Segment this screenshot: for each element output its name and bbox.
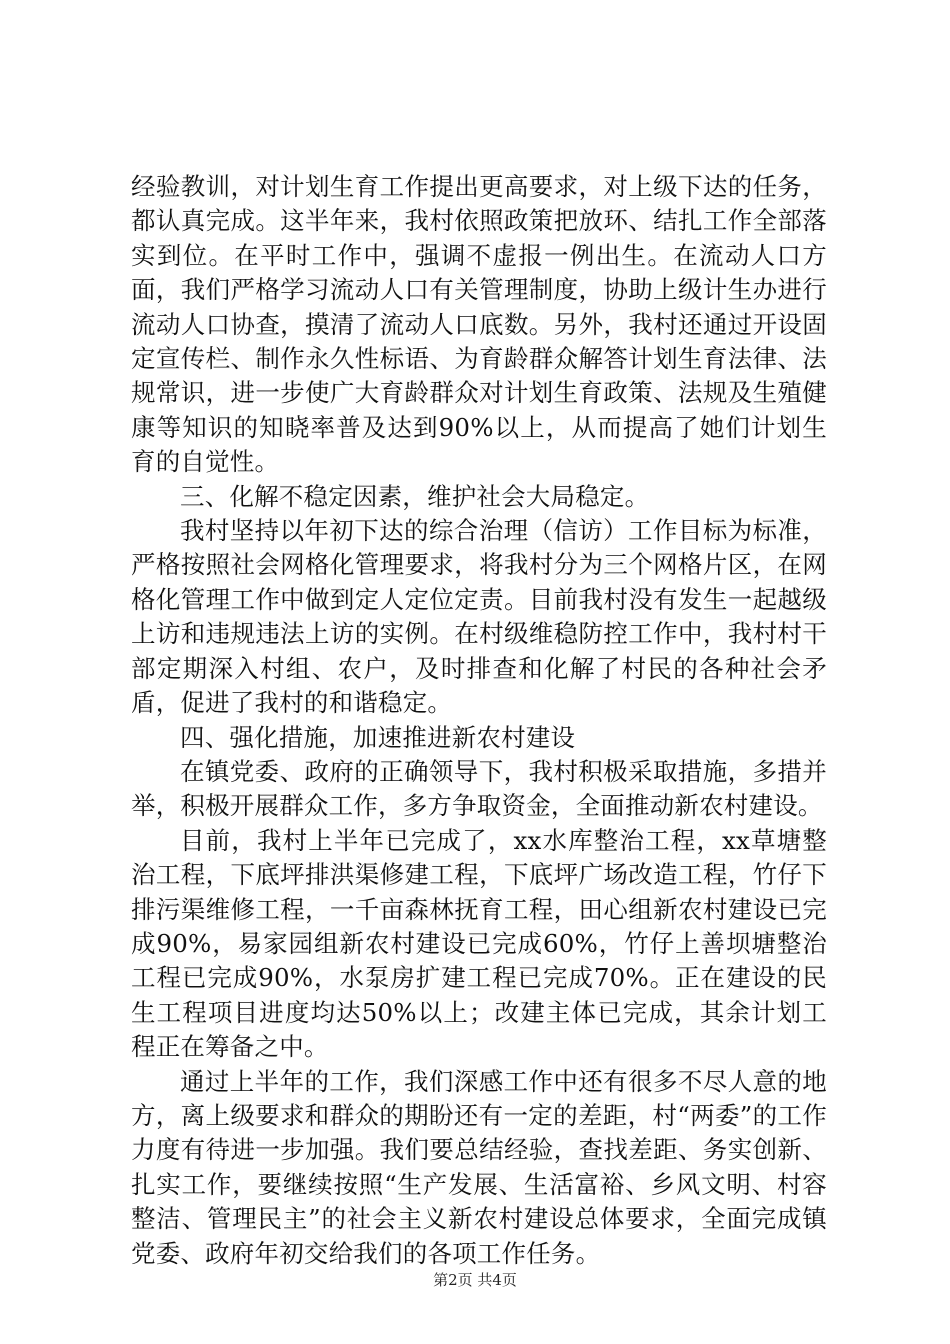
page-number-footer: 第2页 共4页 [433, 1271, 517, 1289]
paragraph-stability: 我村坚持以年初下达的综合治理（信访）工作目标为标准，严格按照社会网格化管理要求，将我村分为三个网格片区，在网格化管理工作中做到定人定位定责。目前我村没有发生一起越级上访和违规违法上访的实例。在村级维稳防控工作中，我村村干部定期深入村组、农户，及时排查和化解了村民的各种社会矛盾，促进了我村的和谐稳定。 [131, 516, 827, 718]
paragraph-new-rural-construction: 在镇党委、政府的正确领导下，我村积极采取措施，多措并举，积极开展群众工作，多方争取资金，全面推动新农村建设。 [131, 756, 827, 821]
section-heading-3: 三、化解不稳定因素，维护社会大局稳定。 [180, 481, 650, 511]
paragraph-continuation: 经验教训，对计划生育工作提出更高要求，对上级下达的任务，都认真完成。这半年来，我村依照政策把放环、结扎工作全部落实到位。在平时工作中，强调不虚报一例出生。在流动人口方面，我们严格学习流动人口有关管理制度，协助上级计生办进行流动人口协查，摸清了流动人口底数。另外，我村还通过开设固定宣传栏、制作永久性标语、为育龄群众解答计划生育法律、法规常识，进一步使广大育龄群众对计划生育政策、法规及生殖健康等知识的知晓率普及达到90%以上，从而提高了她们计划生育的自觉性。 [131, 172, 827, 477]
paragraph-summary: 通过上半年的工作，我们深感工作中还有很多不尽人意的地方，离上级要求和群众的期盼还有一定的差距，村“两委”的工作力度有待进一步加强。我们要总结经验，查找差距、务实创新、扎实工作，要继续按照“生产发展、生活富裕、乡风文明、村容整洁、管理民主”的社会主义新农村建设总体要求，全面完成镇党委、政府年初交给我们的各项工作任务。 [131, 1066, 827, 1268]
document-body [131, 170, 827, 1271]
paragraph-projects: 目前，我村上半年已完成了，xx水库整治工程，xx草塘整治工程，下底坪排洪渠修建工程，下底坪广场改造工程，竹仔下排污渠维修工程，一千亩森林抚育工程，田心组新农村建设已完成90%，易家园组新农村建设已完成60%，竹仔上善坝塘整治工程已完成90%，水泵房扩建工程已完成70%。正在建设的民生工程项目进度均达50%以上；改建主体已完成，其余计划工程正在筹备之中。 [131, 825, 827, 1062]
section-heading-4: 四、强化措施，加速推进新农村建设 [180, 722, 576, 752]
